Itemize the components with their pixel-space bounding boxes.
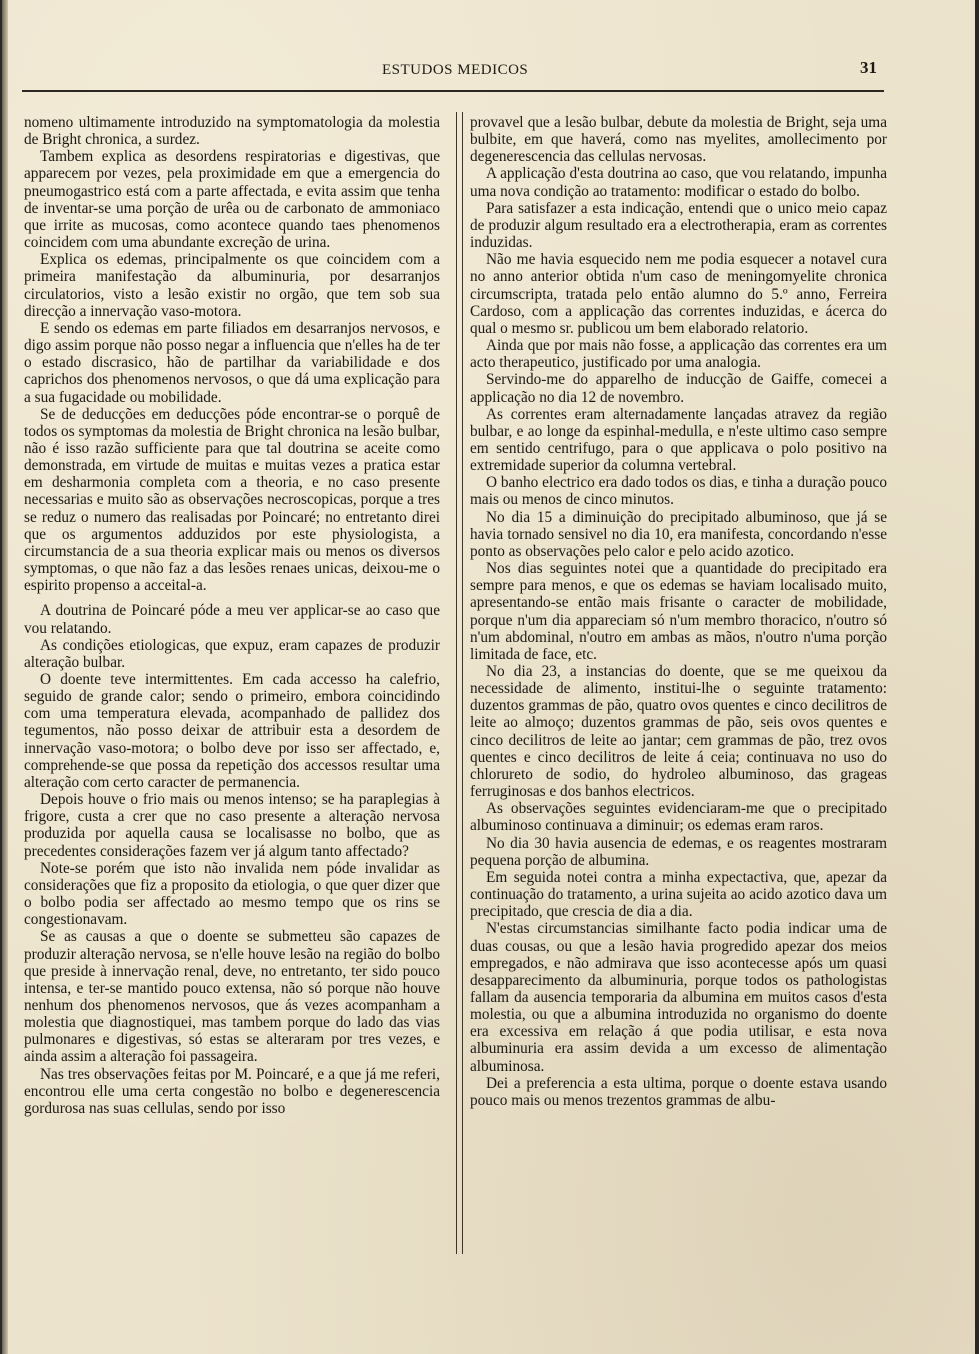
header-rule <box>22 90 884 92</box>
paragraph: No dia 30 havia ausencia de edemas, e os reagentes mostraram pequena porção de albumina. <box>470 834 887 869</box>
paragraph: No dia 15 a diminuição do precipitado albuminoso, que já se havia tornado sensivel no dia 10, era manifesta, concordando n'esse ponto as observações pelo calor e pelo acido azotico. <box>470 508 887 560</box>
paragraph: As observações seguintes evidenciaram-me que o precipitado albuminoso continuava a diminuir; os edemas eram raros. <box>470 800 887 835</box>
paragraph: Explica os edemas, principalmente os que coincidem com a primeira manifestação da albuminuria, por desarranjos circulatorios, visto a lesão existir no orgão, que tem sob sua direcção a innervação vaso-motora. <box>24 251 440 320</box>
paragraph: Ainda que por mais não fosse, a applicação das correntes era um acto therapeutico, justificado por uma analogia. <box>470 337 887 372</box>
running-header: ESTUDOS MEDICOS <box>382 62 529 78</box>
paragraph: Para satisfazer a esta indicação, entendi que o unico meio capaz de produzir algum resultado era a electrotherapia, eram as correntes induzidas. <box>470 199 887 252</box>
paragraph: Se as causas a que o doente se submetteu são capazes de produzir alteração nervosa, se n'elle houve lesão na região do bolbo que preside à innervação renal, deve, no entretanto, ter sido pouco intensa, e ter-se mantido pouco extensa, não só porque não houve nenhum dos phenomenos nervosos, que ás vezes acompanham a molestia que diagnostiquei, mas tambem porque do lado das vias pulmonares e digestivas, só estas se alteraram por tres vezes, e ainda assim a alteração foi passageira. <box>24 928 440 1066</box>
paragraph: E sendo os edemas em parte filiados em desarranjos nervosos, e digo assim porque não posso negar a influencia que n'elles ha de ter o estado discrasico, hão de partilhar da variabilidade e dos caprichos dos phenomenos nervosos, o que dá uma explicação para a sua fugacidade ou mobilidade. <box>24 319 440 406</box>
paragraph: A applicação d'esta doutrina ao caso, que vou relatando, impunha uma nova condição ao tratamento: modificar o estado do bolbo. <box>470 165 887 200</box>
paragraph: Depois houve o frio mais ou menos intenso; se ha paraplegias à frigore, custa a crer que no caso presente a alteração nervosa produzida por aquella causa se localisasse no bolbo, que as precedentes considerações fazem ver já algum tanto affectado? <box>24 791 440 860</box>
paragraph: Servindo-me do apparelho de inducção de Gaiffe, comecei a applicação no dia 12 de novembro. <box>470 371 887 406</box>
paragraph: As correntes eram alternadamente lançadas atravez da região bulbar, e ao longe da espinhal-medulla, e n'este ultimo caso sempre em sentido centrifugo, para o que applicava o polo positivo na extremidade superior da columna vertebral. <box>470 405 887 475</box>
paragraph: Dei a preferencia a esta ultima, porque o doente estava usando pouco mais ou menos trezentos grammas de albu- <box>470 1074 887 1109</box>
paragraph: No dia 23, a instancias do doente, que se me queixou da necessidade de alimento, institui-lhe o seguinte tratamento: duzentos grammas de pão, quatro ovos quentes e cinco decilitros de leite ao almoço; duzentos grammas de pão, seis ovos quentes e cinco decilitros de leite ao jantar; cem grammas de pão, trez ovos quentes e cinco decilitros de leite á ceia; continuava no uso do chlorureto de sodio, do hydroleo albuminoso, das grageas ferruginosas e dos banhos electricos. <box>470 663 887 801</box>
paragraph: O doente teve intermittentes. Em cada accesso ha calefrio, seguido de grande calor; sendo o primeiro, embora coincidindo com uma temperatura elevada, acompanhado de pallidez dos tegumentos, não posso deixar de attribuir esta a desordem de innervação vaso-motora; o bolbo deve por isso ser affectado, e, comprehende-se que possa da repetição dos accessos resultar uma alteração com certo caracter de permanencia. <box>24 671 440 791</box>
paragraph: nomeno ultimamente introduzido na symptomatologia da molestia de Bright chronica, a surdez. <box>24 114 440 149</box>
text-column-right <box>470 114 887 1109</box>
paragraph: provavel que a lesão bulbar, debute da molestia de Bright, seja uma bulbite, em que haverá, como nas myelites, amollecimento por degenerescencia das cellulas nervosas. <box>470 114 887 166</box>
paragraph: A doutrina de Poincaré póde a meu ver applicar-se ao caso que vou relatando. <box>24 602 440 637</box>
paragraph: Tambem explica as desordens respiratorias e digestivas, que apparecem por vezes, pela proximidade em que a emergencia do pneumogastrico está com a parte affectada, e evita assim que tenha de inventar-se uma porção de urêa ou de carbonato de ammoniaco que irrite as mucosas, como acontece quando taes phenomenos coincidem com uma abundante excreção de urina. <box>24 148 440 252</box>
page-number: 31 <box>860 58 877 77</box>
column-divider <box>456 112 463 1254</box>
paragraph: O banho electrico era dado todos os dias, e tinha a duração pouco mais ou menos de cinco minutos. <box>470 474 887 509</box>
page-edge-shadow <box>2 0 8 1354</box>
paragraph: Nos dias seguintes notei que a quantidade do precipitado era sempre para menos, e que os edemas se haviam localisado muito, apresentando-se então mais frisante o caracter de mobilidade, porque n'um dia appareciam só n'um membro thoracico, n'outro só n'um abdominal, n'outro em ambas as mãos, n'outro n'uma porção limitada de face, etc. <box>470 560 887 663</box>
journal-page <box>2 0 975 1354</box>
paragraph: As condições etiologicas, que expuz, eram capazes de produzir alteração bulbar. <box>24 636 440 671</box>
paragraph: Se de deducções em deducções póde encontrar-se o porquê de todos os symptomas da molestia de Bright chronica na lesão bulbar, não é isso razão sufficiente para que tal doutrina se aceite como demonstrada, em virtude de muitas e muitas vezes a pratica estar em desharmonia completa com a theoria, e no caso presente necessarias e muito são as observações necroscopicas, porque a tres se reduz o numero das realisadas por Poincaré; no entretanto direi que os argumentos adduzidos por este physiologista, a circumstancia de a sua theoria explicar mais ou menos os diversos symptomas, o que não faz a das lesões renaes unicas, deixou-me o espirito propenso a acceital-a. <box>24 405 440 595</box>
paragraph: Nas tres observações feitas por M. Poincaré, e a que já me referi, encontrou elle uma certa congestão no bolbo e degenerescencia gordurosa nas suas cellulas, sendo por isso <box>24 1065 440 1117</box>
text-column-left <box>24 114 440 1117</box>
paragraph: Em seguida notei contra a minha expectactiva, que, apezar da continuação do tratamento, a urina sujeita ao acido azotico dava um precipitado, que crescia de dia a dia. <box>470 868 887 921</box>
paragraph: Não me havia esquecido nem me podia esquecer a notavel cura no anno anterior obtida n'um caso de meningomyelite chronica circumscripta, tratada pelo então alumno do 5.º anno, Ferreira Cardoso, com a applicação das correntes induzidas, e ácerca do qual o mesmo sr. publicou um bem elaborado relatorio. <box>470 251 887 337</box>
paragraph: N'estas circumstancias similhante facto podia indicar uma de duas cousas, ou que a lesão havia progredido apezar dos meios empregados, e não admirava que isso acontecesse após um quasi desapparecimento da albuminuria, porque todos os pathologistas fallam da ausencia temporaria da albumina em muitos casos d'esta molestia, ou que a albumina introduzida no organismo do doente era excessiva em relação á que podia utilisar, e esta nova albuminuria era assim devida a um excesso de alimentação albuminosa. <box>470 920 887 1075</box>
paragraph: Note-se porém que isto não invalida nem póde invalidar as considerações que fiz a proposito da etiologia, o que quer dizer que o bolbo podia ser affectado ao mesmo tempo que os rins se congestionavam. <box>24 859 440 929</box>
